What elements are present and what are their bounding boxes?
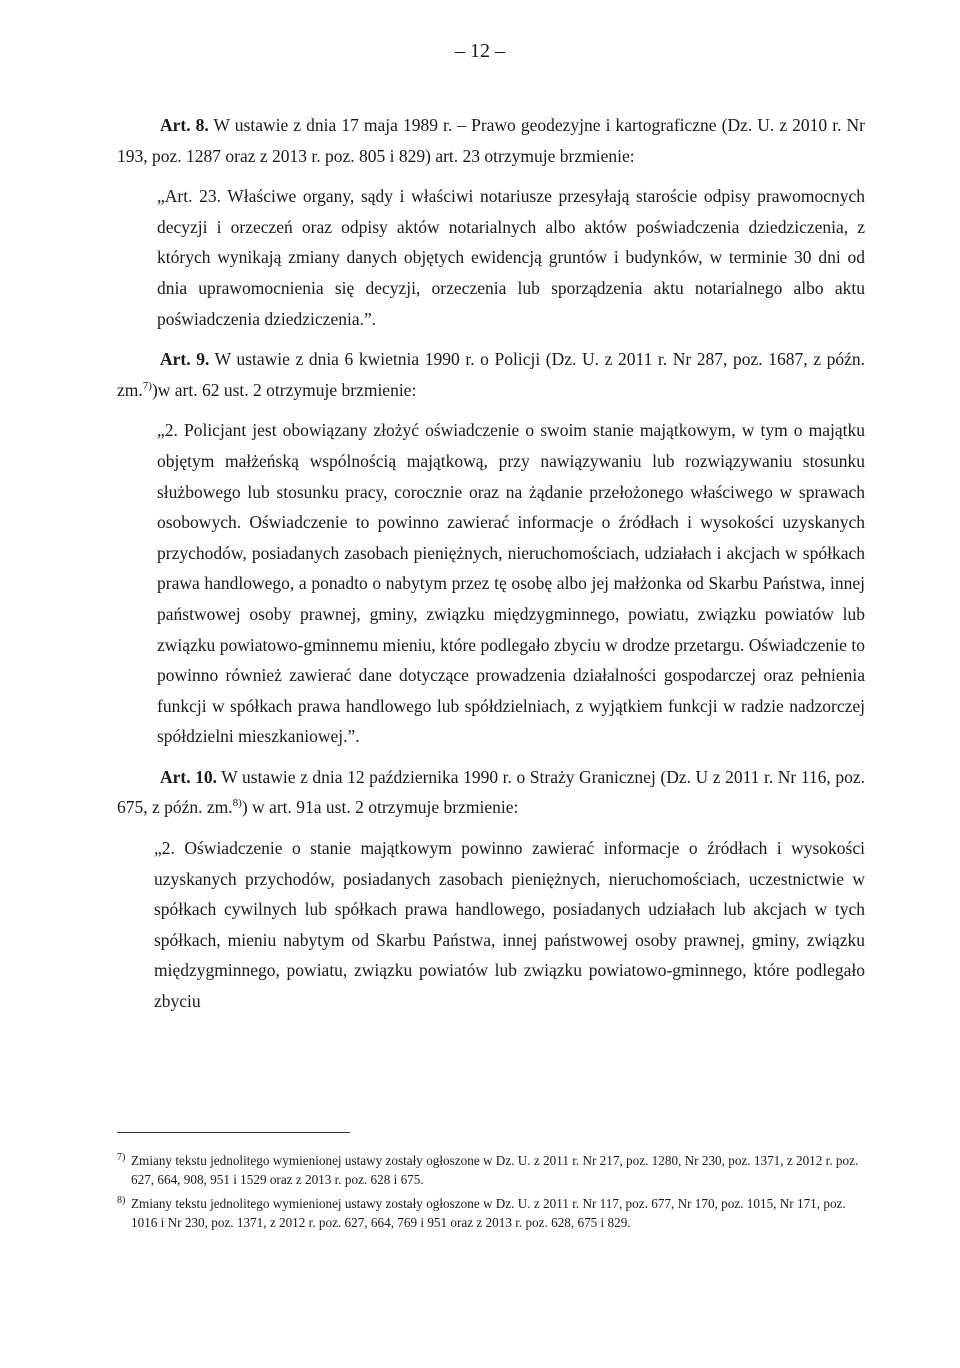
article-10-label: Art. 10. [160,766,218,787]
article-8-text: W ustawie z dnia 17 maja 1989 r. – Prawo geodezyjne i kartograficzne (Dz. U. z 2010 r. Nr 193, poz. 1287 oraz z 2013 r. poz. 805 i 829) art. 23 otrzymuje brzmienie: [117,115,865,166]
article-9-text-end: )w art. 62 ust. 2 otrzymuje brzmienie: [151,379,417,400]
article-10-text-end: ) w art. 91a ust. 2 otrzymuje brzmienie: [241,797,519,818]
article-9-quote: „2. Policjant jest obowiązany złożyć oświadczenie o swoim stanie majątkowym, w tym o majątku objętym małżeńską wspólnością majątkową, przy nawiązywaniu lub rozwiązywaniu stosunku służbowego lub stosunku pracy, corocznie oraz na żądanie przełożonego właściwego w sprawach osobowych. Oświadczenie to powinno zawierać informacje o źródłach i wysokości uzyskanych przychodów, posiadanych zasobach pieniężnych, nieruchomościach, udziałach i akcjach w spółkach prawa handlowego, a ponadto o nabytym przez tę osobę albo jej małżonka od Skarbu Państwa, innej państwowej osoby prawnej, gminy, związku międzygminnego, powiatu, związku powiatów lub związku powiatowo-gminnemu mieniu, które podlegało zbyciu w drodze przetargu. Oświadczenie to powinno również zawierać dane dotyczące prowadzenia działalności gospodarczej oraz pełnienia funkcji w spółkach prawa handlowego lub spółdzielniach, z wyjątkiem funkcji w radzie nadzorczej spółdzielni mieszkaniowej.”. [157,420,865,747]
document-body [117,110,865,1027]
footnote-ref-7[interactable]: 7) [142,379,152,392]
article-8-label: Art. 8. [160,115,209,135]
footnote-ref-8[interactable]: 8) [232,797,242,810]
footnote-7: 7) Zmiany tekstu jednolitego wymienionej ustawy zostały ogłoszone w Dz. U. z 2011 r. Nr 217, poz. 1280, Nr 230, poz. 1371, z 2012 r. poz. 627, 664, 908, 951 i 1529 oraz z 2013 r. poz. 628 i 675. [117,1151,859,1187]
footnote-8-text: Zmiany tekstu jednolitego wymienionej ustawy zostały ogłoszone w Dz. U. z 2011 r. Nr 117, poz. 677, Nr 170, poz. 1015, Nr 171, poz. 1016 i Nr 230, poz. 1371, z 2012 r. poz. 627, 664, 769 i 951 oraz z 2013 r. poz. 628, 675 i 829. [131,1196,846,1230]
page-number: – 12 – [455,40,505,62]
article-8 [117,110,865,171]
article-9-text: W ustawie z dnia 6 kwietnia 1990 r. o Policji (Dz. U. z 2011 r. Nr 287, poz. 1687, z późn. zm. [117,349,865,400]
footnotes [117,1152,865,1238]
article-9 [117,344,865,405]
article-10-text: W ustawie z dnia 12 października 1990 r. o Straży Granicznej (Dz. U z 2011 r. Nr 116, poz. 675, z późn. zm. [117,766,865,818]
article-8-quote: „Art. 23. Właściwe organy, sądy i właściwi notariusze przesyłają staroście odpisy prawomocnych decyzji i orzeczeń oraz odpisy aktów notarialnych albo aktów poświadczenia dziedziczenia, z których wynikają zmiany danych objętych ewidencją gruntów i budynków, w terminie 30 dni od dnia uprawomocnienia się decyzji, orzeczenia lub sporządzenia aktu notarialnego albo aktu poświadczenia dziedziczenia.”. [157,186,865,329]
footnote-8: 8) Zmiany tekstu jednolitego wymienionej ustawy zostały ogłoszone w Dz. U. z 2011 r. Nr 117, poz. 677, Nr 170, poz. 1015, Nr 171, poz. 1016 i Nr 230, poz. 1371, z 2012 r. poz. 627, 664, 769 i 951 oraz z 2013 r. poz. 628, 675 i 829. [117,1194,846,1230]
footnote-divider [117,1132,350,1133]
article-9-label: Art. 9. [160,349,210,370]
footnote-7-text: Zmiany tekstu jednolitego wymienionej ustawy zostały ogłoszone w Dz. U. z 2011 r. Nr 217, poz. 1280, Nr 230, poz. 1371, z 2012 r. poz. 627, 664, 908, 951 i 1529 oraz z 2013 r. poz. 628 i 675. [131,1153,859,1187]
article-10 [117,762,865,823]
article-10-quote: „2. Oświadczenie o stanie majątkowym powinno zawierać informacje o źródłach i wysokości uzyskanych przychodów, posiadanych zasobach pieniężnych, nieruchomościach, uczestnictwie w spółkach cywilnych lub spółkach prawa handlowego, posiadanych udziałach lub akcjach w tych spółkach, mieniu nabytym od Skarbu Państwa, innej państwowej osoby prawnej, gminy, związku międzygminnego, powiatu, związku powiatów lub związku powiatowo-gminnego, które podlegało zbyciu [154,838,865,1012]
